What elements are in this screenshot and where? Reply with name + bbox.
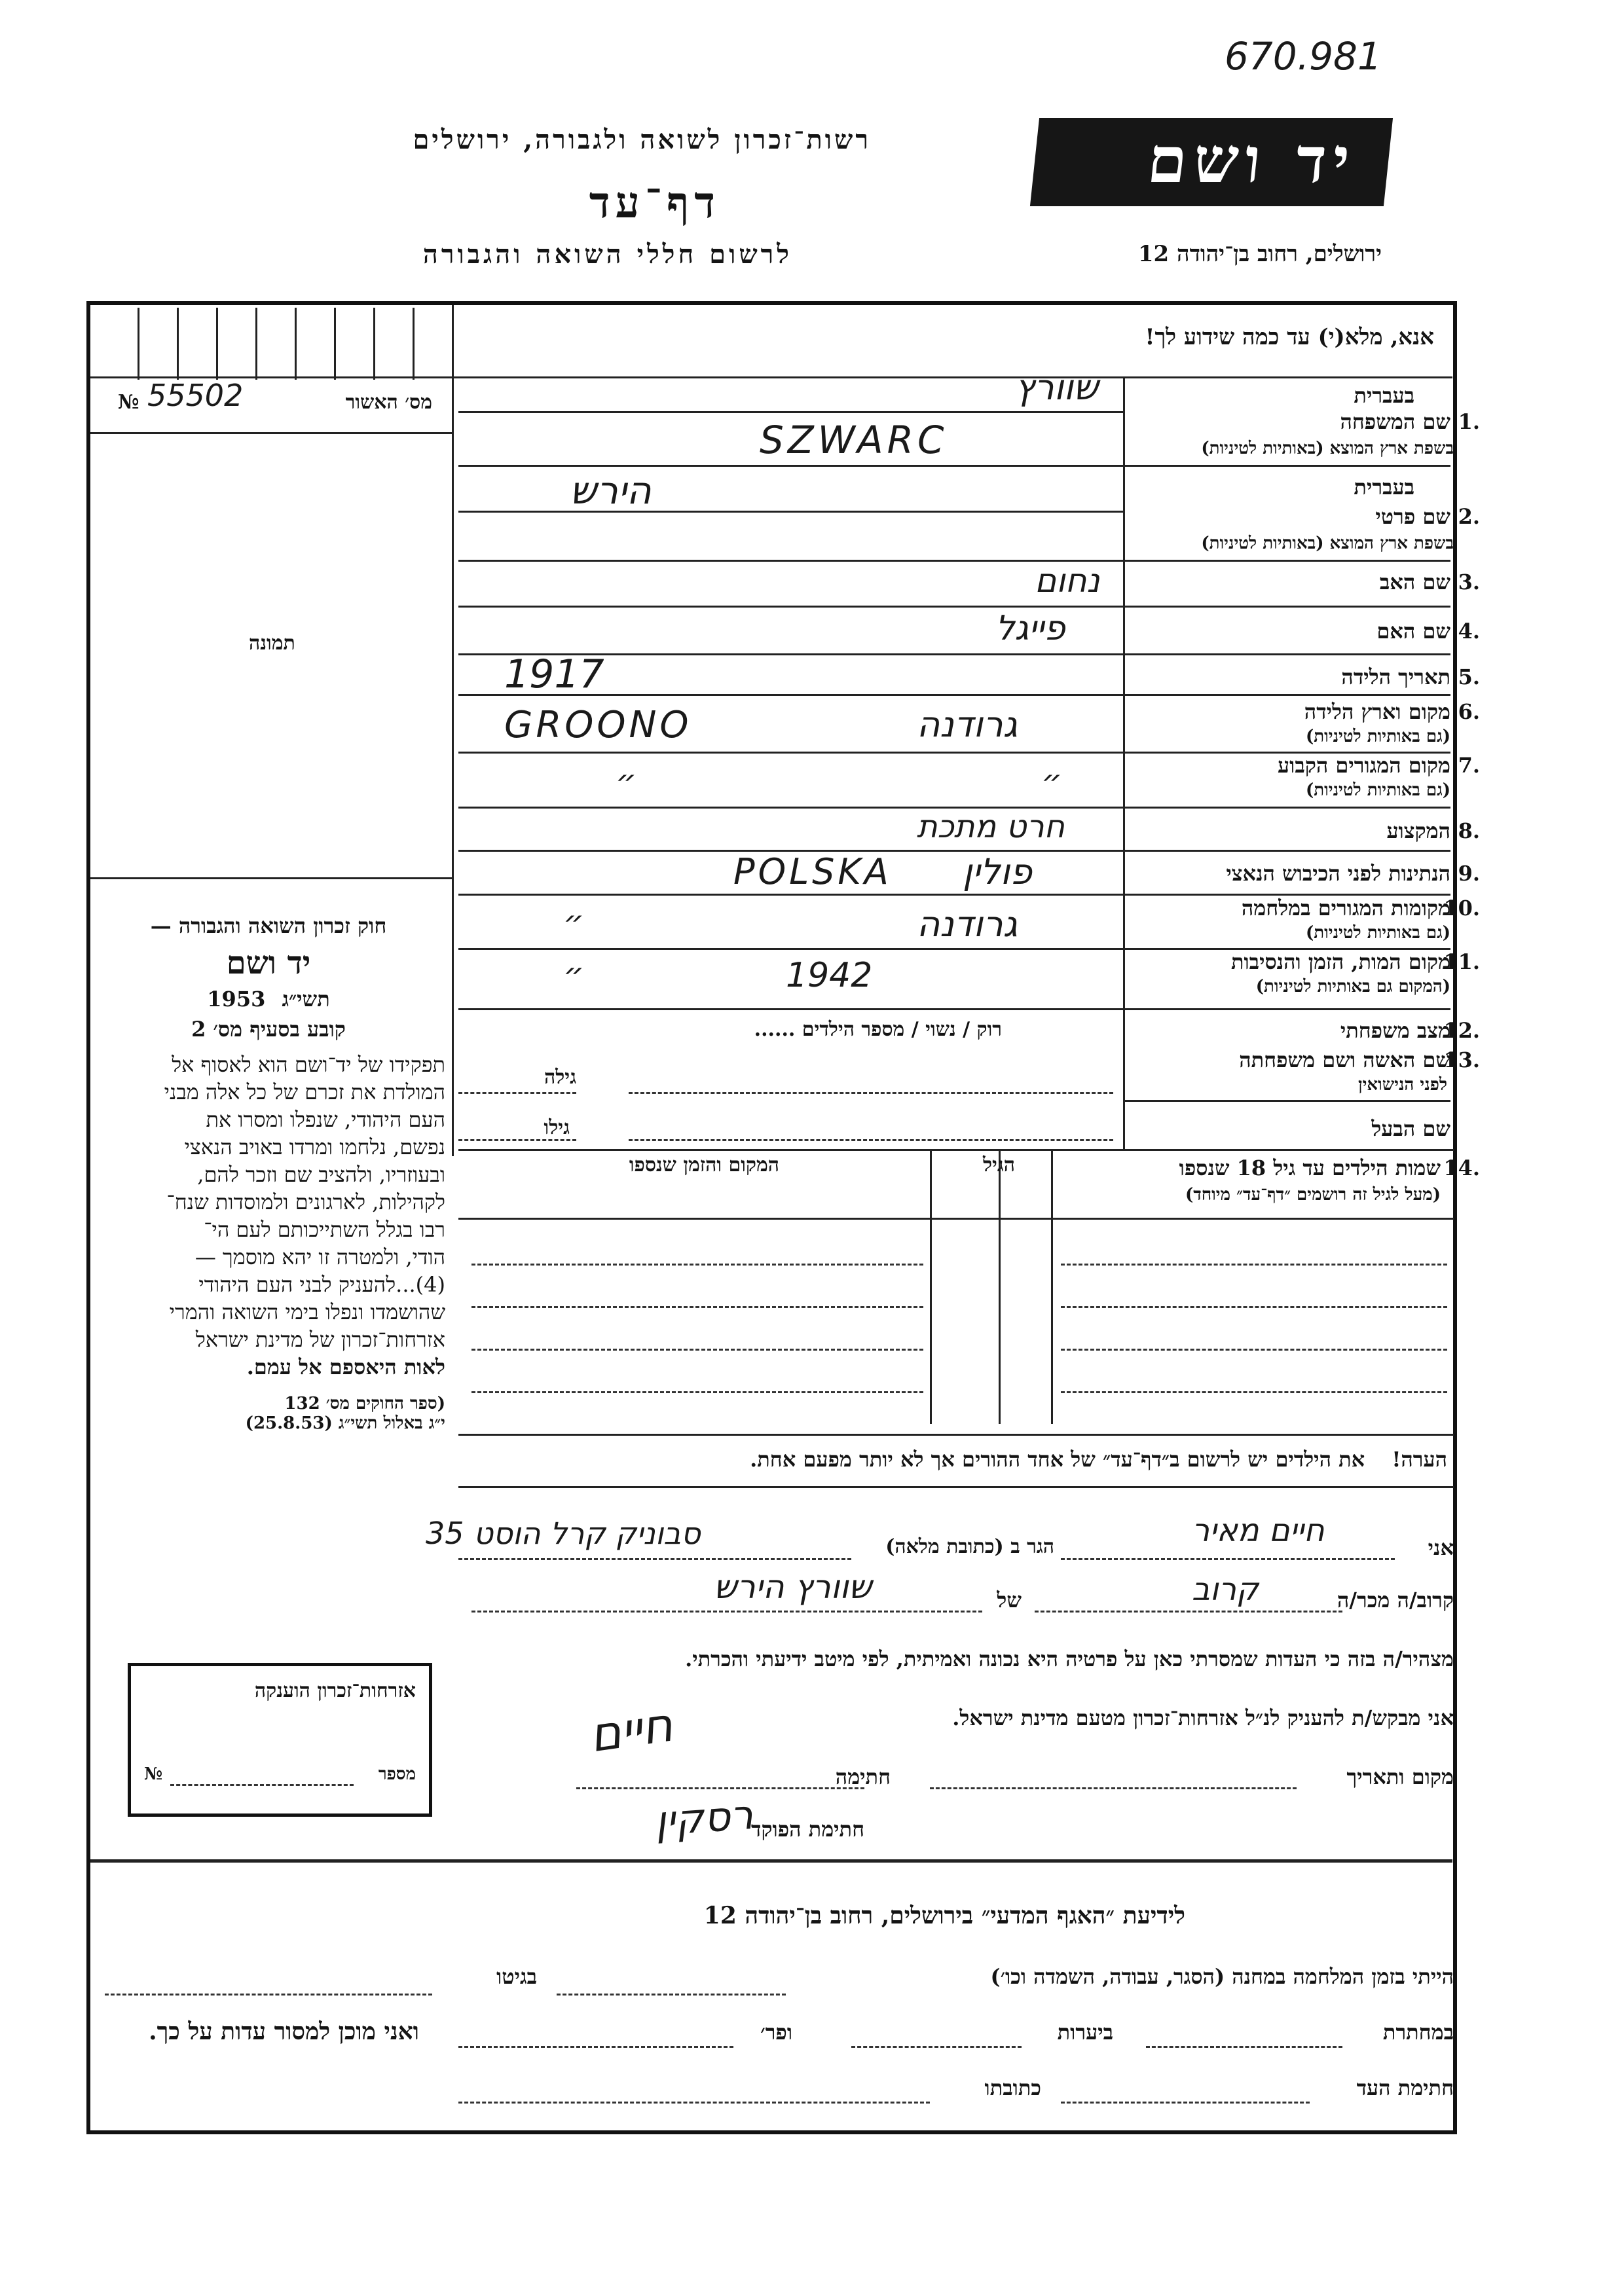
law-year: 1953 — [207, 987, 266, 1011]
left-column-border — [452, 305, 454, 1156]
field-sublabel: (גם באותיות לטיניות) — [1305, 727, 1450, 746]
law-line: העם היהודי, שנפלו ומסרו את — [206, 1107, 445, 1132]
husband-label: שם הבעל — [1371, 1116, 1450, 1141]
surname-hebrew: שוורץ — [1015, 367, 1099, 408]
declaration-text: מצהיר/ה בזה כי העדות שמסרתי כאן על פרטיה היא נכונה ואמיתית, לפי מיטב ידיעתי והכרתי. — [685, 1647, 1454, 1671]
field-number: 4. — [1458, 619, 1480, 644]
field-number: 5. — [1458, 665, 1480, 689]
approval-prefix: № — [118, 391, 139, 414]
address: ירושלים, רחוב בן־יהודה 12 — [1137, 241, 1382, 267]
field-label: שם המשפחה — [1340, 409, 1450, 434]
law-source: (ספר החוקים מס׳ 132 — [284, 1394, 445, 1413]
field-number: 7. — [1458, 753, 1480, 778]
logo-text: יד ושם — [1144, 123, 1360, 197]
field-label: תאריך הלידה — [1341, 665, 1450, 689]
approval-box — [118, 378, 432, 422]
field-number: 14. — [1443, 1156, 1480, 1180]
field-number: 9. — [1458, 861, 1480, 886]
note-text — [750, 1447, 1447, 1472]
field-number: 2. — [1458, 504, 1480, 529]
law-line: לקהילות, לארגונים ולמוסדות שנח־ — [166, 1190, 445, 1214]
yad-vashem-logo — [1030, 118, 1393, 206]
field-number: 13. — [1443, 1048, 1480, 1072]
photo-rule — [90, 877, 452, 879]
certificate-number-label: מספר — [378, 1764, 416, 1784]
law-source: י״ג באלול תשי״ג (25.8.53) — [245, 1413, 445, 1433]
residence-ditto: ״ — [1041, 763, 1063, 801]
authority-title: רשות־זכרון לשואה ולגבורה, ירושלים — [413, 124, 871, 155]
form-title: דף־עד — [589, 177, 720, 228]
law-section: קובע בסעיף מס׳ 2 — [191, 1017, 346, 1042]
law-line: ובעוזריו, ולהציב שם וזכר להם, — [197, 1162, 445, 1187]
note-body: את הילדים יש לרשום ב״דף־עד״ של אחד ההורים אך לא יותר מפעם אחת. — [750, 1447, 1365, 1472]
footer-testimony-text: ואני מוכן למסור עדות על כך. — [149, 2018, 419, 2045]
field-sublabel: (המקום גם באותיות לטיניות) — [1255, 977, 1450, 996]
footer-rule — [90, 1859, 1452, 1863]
field-sublabel: (גם באותיות לטיניות) — [1305, 923, 1450, 943]
wartime-residence: גרודנה — [917, 903, 1018, 945]
field-number: 6. — [1458, 699, 1480, 724]
certificate-title: אזרחות־זכרון הוענקה — [254, 1679, 416, 1702]
relation-value: קרוב — [1192, 1571, 1259, 1608]
wife-age-label: גילה — [544, 1066, 576, 1089]
death-place-ditto: ״ — [563, 956, 585, 994]
wartime-residence-ditto: ״ — [563, 903, 585, 941]
form-purpose: לרשום חללי השואה והגבורה — [422, 239, 792, 270]
approval-rule — [90, 432, 452, 434]
relation-label: קרוב/ה מכר/ה — [1337, 1588, 1454, 1613]
law-line: נפשם, נלחמו ומרדו באויב הנאצי — [184, 1135, 445, 1159]
field-label: מקומות המגורים במלחמה — [1241, 896, 1450, 920]
children-label: שמות הילדים עד גיל 18 שנספו — [1179, 1156, 1441, 1180]
law-block — [92, 913, 445, 1433]
husband-age-label: גילו — [544, 1116, 570, 1139]
field-tag-hebrew: בעברית — [1354, 475, 1414, 500]
death-date: 1942 — [786, 956, 873, 995]
birth-place-latin: GROONO — [504, 704, 692, 746]
children-col-age: הגיל — [982, 1154, 1015, 1176]
field-tag-hebrew: בעברית — [1354, 383, 1414, 408]
law-line: אזרחות־זכרון של מדינת ישראל — [195, 1327, 445, 1352]
birth-place-hebrew: גרודנה — [917, 704, 1018, 745]
law-line: (4)...להעניק לבני העם היהודי — [198, 1272, 445, 1297]
photo-label: תמונה — [249, 632, 295, 655]
field-label: שם האשה ושם משפחתה — [1239, 1048, 1450, 1072]
field-label: שם האב — [1379, 570, 1450, 594]
birth-date: 1917 — [504, 651, 604, 697]
instruction-rule — [90, 376, 1452, 378]
profession: חרט מתכת — [917, 809, 1065, 845]
footer-etc-label: ופר׳ — [760, 2020, 792, 2045]
field-sublabel: (מעל לגיל זה רושמים ״דף־עד״ מיוחד) — [1185, 1185, 1441, 1205]
footer-address-label: כתובתו — [984, 2075, 1041, 2100]
field-sublabel: בשפת ארץ המוצא (באותיות לטיניות) — [1201, 439, 1454, 458]
field-number: 3. — [1458, 570, 1480, 594]
request-text: אני מבקש/ת להעניק לנ״ל אזרחות־זכרון מטעם מדינת ישראל. — [952, 1705, 1454, 1730]
field-label: שם האם — [1376, 619, 1450, 644]
surname-latin: SZWARC — [760, 418, 948, 462]
nationality-latin: POLSKA — [733, 851, 892, 892]
note-label: הערה! — [1392, 1447, 1447, 1472]
marital-options: רוק / נשוי / מספר הילדים ...... — [754, 1018, 1002, 1041]
field-number: 1. — [1458, 409, 1480, 434]
declarant-i-label: אני — [1428, 1535, 1454, 1560]
certificate-prefix: № — [144, 1764, 163, 1784]
law-year-row — [92, 987, 445, 1011]
field-number: 11. — [1443, 949, 1480, 974]
children-col-place: המקום והזמן שנספו — [629, 1154, 779, 1176]
declarant-name: חיים מאיר — [1192, 1512, 1325, 1549]
field-sublabel: לפני הנישואין — [1357, 1075, 1447, 1095]
code-boxes — [92, 308, 445, 380]
place-date-label: מקום ותאריך — [1346, 1764, 1454, 1789]
law-name: יד ושם — [226, 945, 311, 981]
field-label: שם פרטי — [1375, 504, 1450, 529]
declarant-address: סבוניק קרל הוסט 35 — [426, 1516, 701, 1551]
instruction: אנא, מלא(י) עד כמה שידוע לך! — [1145, 324, 1434, 350]
mother-name: פייגל — [995, 609, 1065, 648]
law-line: לאות היאספם אל עמם. — [246, 1355, 445, 1379]
footer-title: לידיעת ״האגף המדעי״ בירושלים, רחוב בן־יהודה 12 — [703, 1902, 1185, 1929]
field-label: מצב משפחתי — [1340, 1018, 1450, 1043]
residence-ditto: ״ — [616, 763, 637, 801]
field-number: 12. — [1443, 1018, 1480, 1043]
law-year-heb: תשי״ג — [282, 987, 330, 1011]
law-line: רבו בגלל השתייכותם לעם הי־ — [204, 1217, 445, 1242]
field-number: 8. — [1458, 818, 1480, 843]
first-name: הירש — [570, 468, 652, 513]
field-sublabel: בשפת ארץ המוצא (באותיות לטיניות) — [1201, 534, 1454, 553]
law-line: תפקידו של יד־ושם הוא לאסוף אל — [172, 1052, 445, 1077]
field-sublabel: (גם באותיות לטיניות) — [1305, 780, 1450, 800]
field-label: מקום וארץ הלידה — [1304, 699, 1450, 724]
law-title: חוק זכרון השואה והגבורה — — [150, 913, 387, 938]
archive-number: 670.981 — [1225, 34, 1382, 79]
of-label: של — [997, 1588, 1022, 1613]
field-number: 10. — [1443, 896, 1480, 920]
officer-signature: רסקין — [653, 1790, 755, 1846]
footer-witness-signature: חתימת העד — [1356, 2075, 1454, 2100]
field-label: מקום המות, הזמן והנסיבות — [1230, 949, 1450, 974]
father-name: נחום — [1035, 562, 1100, 600]
address-label: הגר ב (כתובת מלאה) — [885, 1535, 1054, 1558]
declarant-signature: חיים — [585, 1696, 676, 1763]
footer-ghetto-label: בגיטו — [496, 1964, 537, 1989]
field-label: מקום המגורים הקבוע — [1278, 753, 1450, 778]
field-label: המקצוע — [1386, 818, 1450, 843]
footer-underground-label: במחתרת — [1382, 2020, 1454, 2045]
law-line: שהושמדו ונפלו בימי השואה והמרי — [169, 1300, 445, 1324]
officer-signature-label: חתימת הפוקד — [751, 1817, 864, 1842]
law-line: המולדת את זכרם של כל אלה מבני — [164, 1080, 445, 1104]
signature-label: חתימה — [835, 1764, 891, 1789]
footer-camp-text: הייתי בזמן המלחמה במחנה (הסגר, עבודה, השמדה וכו׳) — [990, 1964, 1454, 1989]
approval-number: 55502 — [147, 378, 244, 413]
nationality-hebrew: פולין — [963, 851, 1032, 892]
approval-label: מס׳ האשור — [345, 391, 432, 414]
law-line: הודי, ולמטרה זו יהא מוסמך — — [194, 1245, 445, 1269]
deceased-name: שוורץ הירש — [714, 1568, 872, 1606]
certificate-box — [128, 1663, 432, 1817]
footer-forests-label: ביערות — [1057, 2020, 1113, 2045]
label-column-border — [1123, 376, 1125, 1149]
field-label: הנתינות לפני הכיבוש הנאצי — [1226, 861, 1450, 886]
